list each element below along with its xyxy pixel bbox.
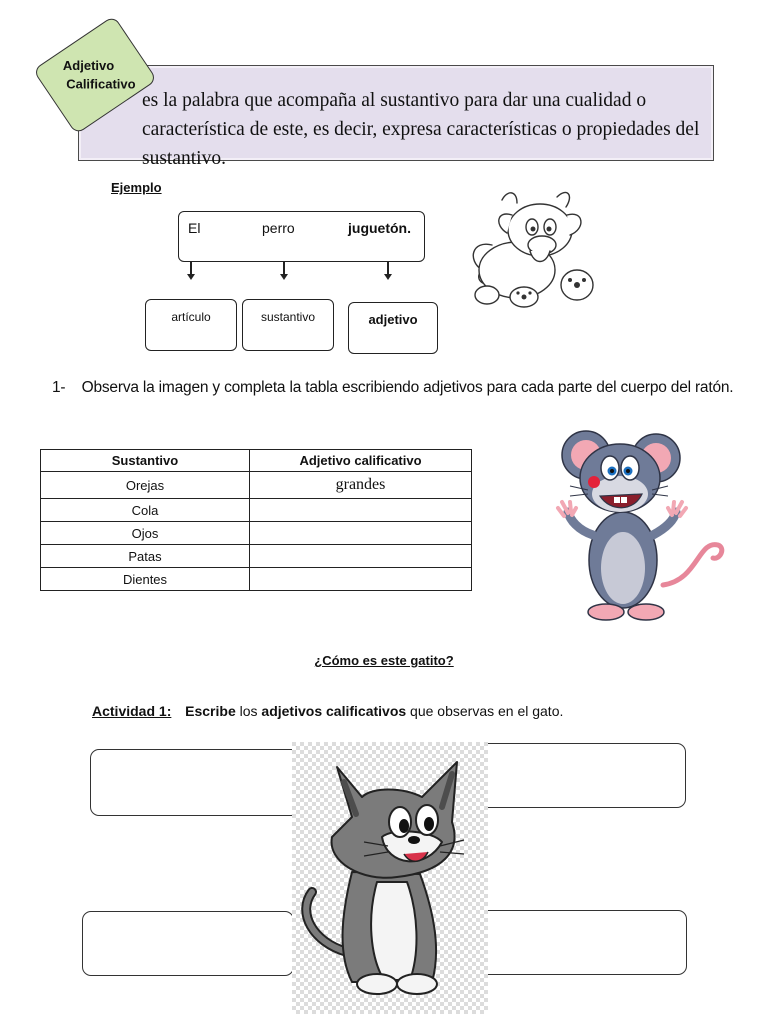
table-row <box>41 522 472 545</box>
tag-line-2: Calificativo <box>66 76 136 92</box>
adjective-table <box>40 449 472 591</box>
answer-box-bottom-right[interactable] <box>477 910 687 975</box>
table-row <box>41 499 472 522</box>
table-header-row <box>41 450 472 472</box>
activity-line <box>92 703 563 719</box>
answer-box-bottom-left[interactable] <box>82 911 294 976</box>
activity-label: Actividad 1: <box>92 703 172 719</box>
answer-box-top-left[interactable] <box>90 749 300 816</box>
header-noun: Sustantivo <box>41 450 250 472</box>
adjective-cell[interactable] <box>250 568 472 591</box>
definition-text: es la palabra que acompaña al sustantivo para dar una cualidad o característica de este, es decir, expresa características o propiedades del sustantivo. <box>142 90 700 169</box>
mouse-illustration <box>548 420 728 635</box>
arrow-line <box>283 261 285 275</box>
activity-word-adjectives: adjetivos calificativos <box>261 703 407 719</box>
adjective-cell[interactable] <box>250 499 472 522</box>
header-adjective: Adjetivo calificativo <box>250 450 472 472</box>
table-row <box>41 568 472 591</box>
table-row <box>41 472 472 499</box>
word-article: El <box>188 220 201 236</box>
task1-number: 1- <box>52 379 66 396</box>
label-article: artículo <box>171 310 211 324</box>
activity-text-part2: que observas en el gato. <box>406 703 564 719</box>
adjective-cell[interactable] <box>250 522 472 545</box>
adjective-cell[interactable] <box>250 545 472 568</box>
dog-illustration <box>462 185 602 325</box>
sentence-box <box>178 211 425 262</box>
cat-question: ¿Cómo es este gatito? <box>314 653 454 668</box>
tag-line-1: Adjetivo <box>63 57 115 73</box>
word-adjective: juguetón. <box>348 220 411 236</box>
label-adjective-box <box>348 302 438 354</box>
label-noun-box <box>242 299 334 351</box>
task1-instruction <box>52 375 742 400</box>
arrow-down-icon <box>280 274 288 280</box>
example-heading: Ejemplo <box>111 180 162 195</box>
activity-text-part1: los <box>235 703 262 719</box>
arrow-down-icon <box>384 274 392 280</box>
arrow-down-icon <box>187 274 195 280</box>
word-noun: perro <box>262 220 295 236</box>
arrow-line <box>387 261 389 275</box>
table-row <box>41 545 472 568</box>
arrow-line <box>190 261 192 275</box>
activity-word-write: Escribe <box>185 703 236 719</box>
cat-illustration <box>292 742 488 1014</box>
noun-cell: Orejas <box>41 472 250 499</box>
noun-cell: Ojos <box>41 522 250 545</box>
task1-text: Observa la imagen y completa la tabla escribiendo adjetivos para cada parte del cuerpo del ratón. <box>81 379 734 396</box>
answer-box-top-right[interactable] <box>476 743 686 808</box>
noun-cell: Cola <box>41 499 250 522</box>
label-noun: sustantivo <box>260 310 316 324</box>
label-adjective: adjetivo <box>368 312 418 327</box>
adjective-cell[interactable]: grandes <box>250 472 472 499</box>
noun-cell: Dientes <box>41 568 250 591</box>
noun-cell: Patas <box>41 545 250 568</box>
label-article-box <box>145 299 237 351</box>
